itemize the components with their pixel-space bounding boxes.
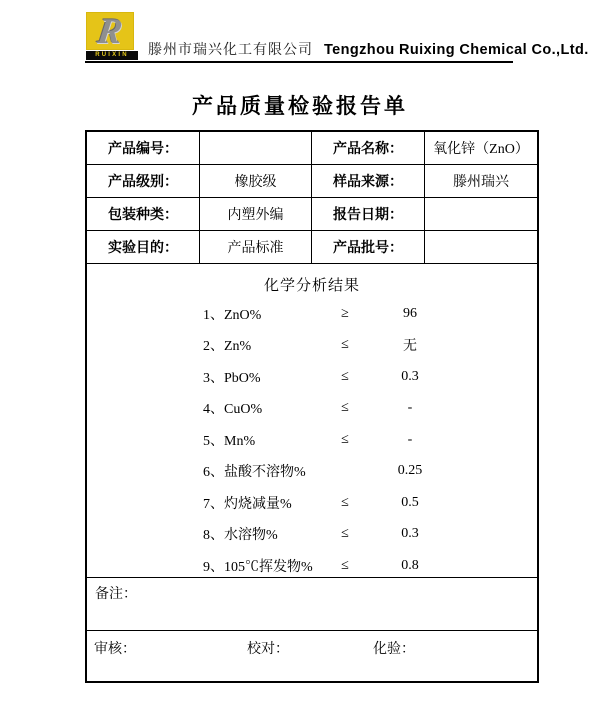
- page-title: 产品质量检验报告单: [192, 95, 408, 118]
- analysis-item-operator: ≤: [341, 494, 349, 510]
- analysis-item-value: -: [407, 400, 413, 416]
- analysis-item-value: 0.5: [401, 494, 419, 510]
- label-product-grade: 产品级别：: [87, 165, 200, 197]
- analysis-item-pbo: [87, 361, 537, 393]
- table-row-packaging: [87, 198, 537, 231]
- analysis-item-mn: [87, 424, 537, 456]
- analysis-item-name: 6、盐酸不溶物%: [203, 465, 306, 481]
- analysis-item-name: 2、Zn%: [203, 339, 252, 355]
- analysis-item-operator: ≤: [341, 526, 349, 542]
- analysis-item-operator: ≤: [341, 431, 349, 447]
- analysis-item-value: 96: [403, 305, 417, 321]
- analysis-item-operator: ≤: [341, 400, 349, 416]
- company-name-english: Tengzhou Ruixing Chemical Co.,Ltd.: [324, 42, 589, 58]
- company-name-line: [148, 39, 589, 59]
- label-product-name: 产品名称：: [312, 132, 425, 164]
- signature-row: [87, 631, 537, 681]
- analysis-item-value: 0.25: [397, 463, 423, 479]
- analysis-item-cuo: [87, 393, 537, 425]
- analysis-section-title: 化学分析结果: [263, 278, 360, 294]
- test-label: 化验：: [373, 642, 415, 657]
- logo-square: [86, 12, 134, 50]
- proofread-label: 校对：: [247, 642, 289, 657]
- analysis-item-operator: ≤: [341, 368, 349, 384]
- analysis-item-value: 无: [403, 339, 417, 355]
- analysis-item-name: 7、灼烧减量%: [203, 496, 292, 512]
- review-label: 审核：: [94, 642, 136, 657]
- analysis-item-name: 1、ZnO%: [203, 307, 262, 323]
- analysis-item-name: 8、水溶物%: [203, 528, 278, 544]
- table-row-test-purpose: [87, 231, 537, 264]
- analysis-item-value: 0.3: [401, 368, 419, 384]
- analysis-item-value: -: [407, 431, 413, 447]
- analysis-item-hcl-insoluble: [87, 456, 537, 488]
- analysis-item-name: 9、105℃挥发物%: [203, 559, 313, 575]
- label-report-date: 报告日期：: [312, 198, 425, 230]
- analysis-item-operator: ≤: [341, 337, 349, 353]
- analysis-item-value: 0.8: [401, 557, 419, 573]
- report-table: [85, 130, 539, 683]
- analysis-item-name: 4、CuO%: [203, 402, 263, 418]
- label-packaging-type: 包装种类：: [87, 198, 200, 230]
- value-product-name: 氧化锌（ZnO）: [433, 142, 529, 157]
- value-report-date: [425, 198, 537, 230]
- analysis-item-operator: ≤: [341, 557, 349, 573]
- label-batch-number: 产品批号：: [312, 231, 425, 263]
- value-test-purpose: 产品标准: [200, 231, 312, 263]
- table-row-product-number: [87, 132, 537, 165]
- analysis-item-volatile-105c: [87, 550, 537, 582]
- value-product-grade: 橡胶级: [200, 165, 312, 197]
- table-row-product-grade: [87, 165, 537, 198]
- chemical-analysis-section: [87, 264, 537, 578]
- company-name-chinese: 滕州市瑞兴化工有限公司: [148, 43, 313, 58]
- ruixin-logo-icon: [86, 12, 138, 60]
- analysis-item-zno: [87, 298, 537, 330]
- value-batch-number: [425, 231, 537, 263]
- remarks-row: [87, 578, 537, 631]
- analysis-item-name: 5、Mn%: [203, 433, 256, 449]
- header-divider: [85, 61, 513, 63]
- analysis-item-zn: [87, 330, 537, 362]
- analysis-item-name: 3、PbO%: [203, 370, 261, 386]
- analysis-item-water-soluble: [87, 519, 537, 551]
- value-packaging-type: 内塑外编: [200, 198, 312, 230]
- remarks-label: 备注：: [95, 587, 137, 602]
- label-product-number: 产品编号：: [87, 132, 200, 164]
- label-sample-source: 样品来源：: [312, 165, 425, 197]
- logo-letter-r: R: [95, 11, 125, 51]
- value-sample-source: 滕州瑞兴: [453, 175, 509, 190]
- analysis-item-ignition-loss: [87, 487, 537, 519]
- label-test-purpose: 实验目的：: [87, 231, 200, 263]
- analysis-item-value: 0.3: [401, 526, 419, 542]
- analysis-item-operator: ≥: [341, 305, 349, 321]
- logo-brand-bar: RUIXIN: [86, 51, 138, 60]
- value-product-number: [200, 132, 312, 164]
